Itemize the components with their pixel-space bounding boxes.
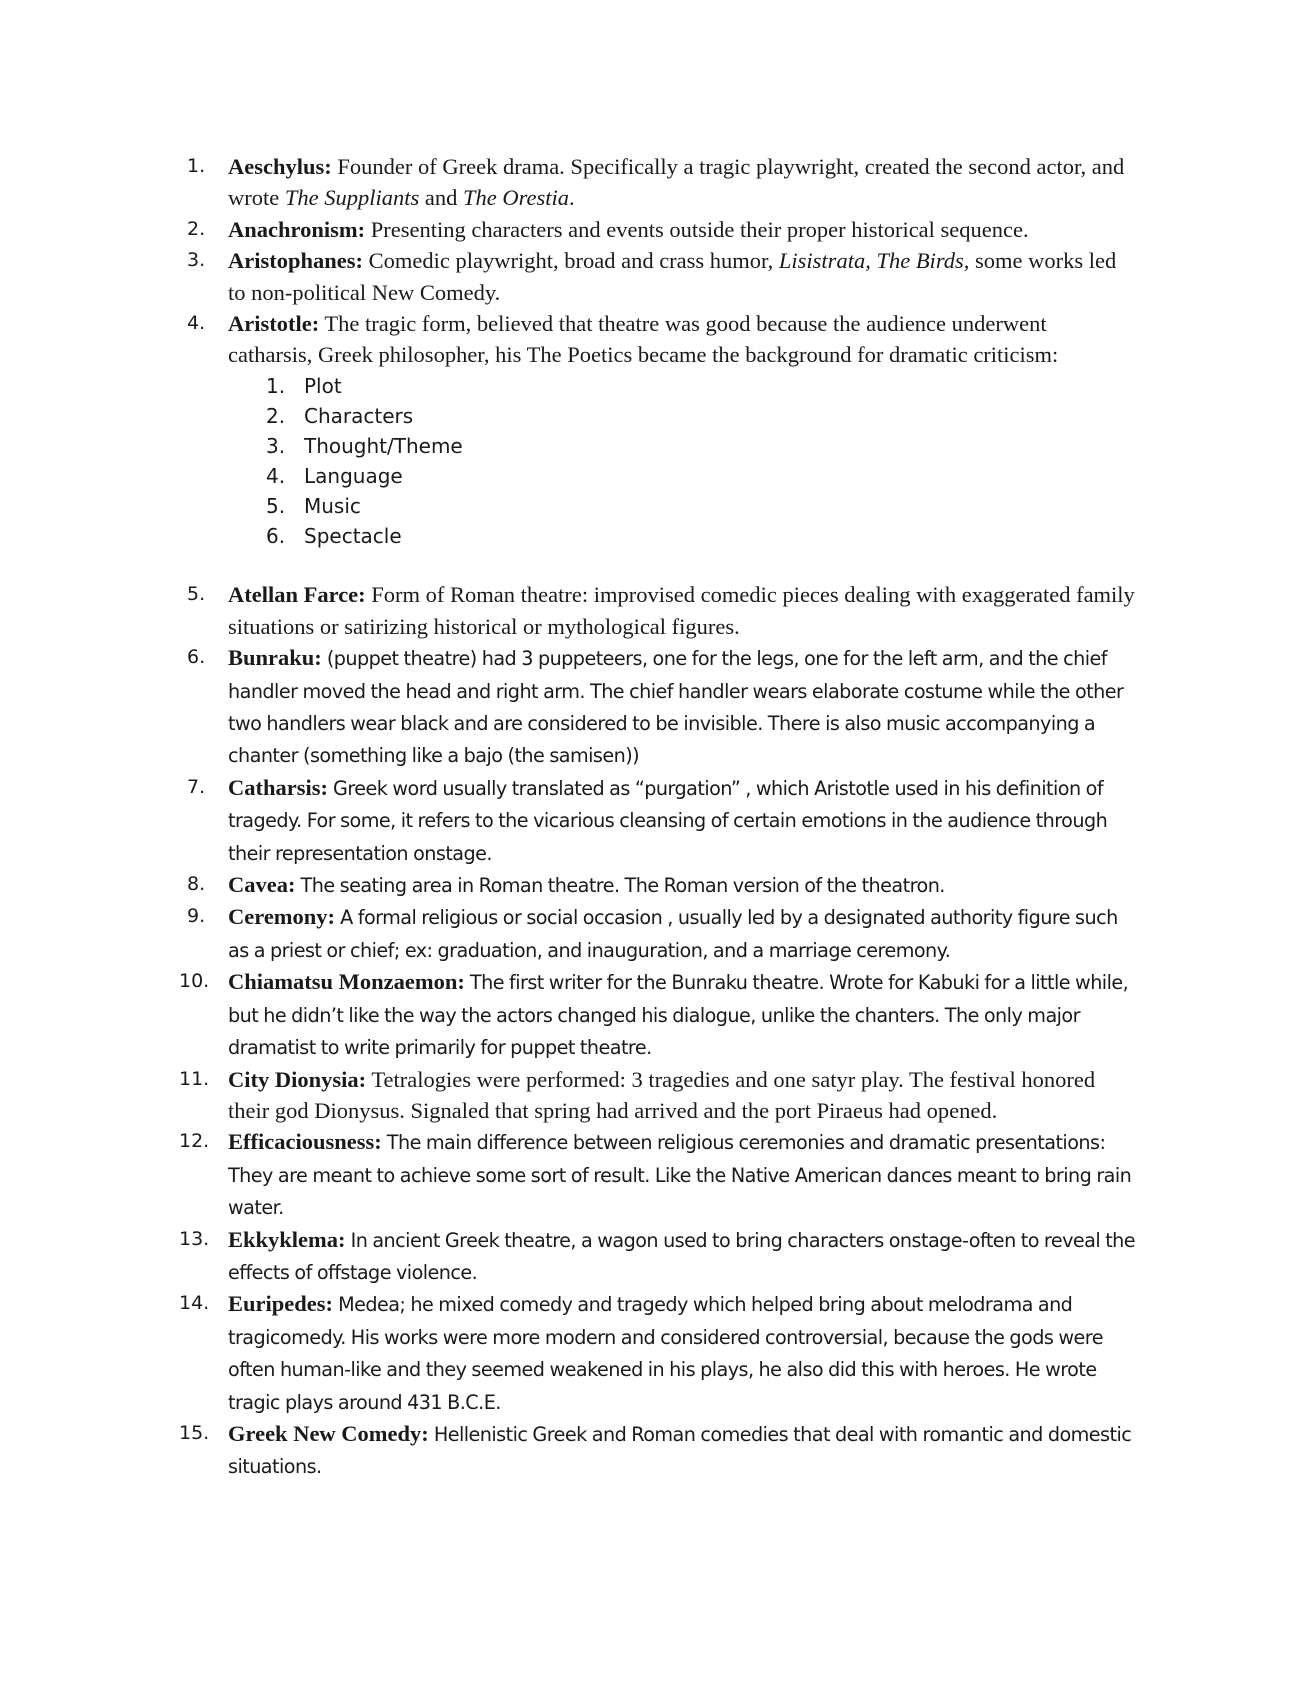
poetics-element-language <box>0 461 1306 491</box>
entry-definition: Presenting characters and events outside their proper historical sequence. <box>365 216 1029 242</box>
poetics-element-spectacle <box>0 521 1306 551</box>
glossary-entry-atellan-farce <box>0 579 1306 642</box>
entry-term: City Dionysia: <box>228 1066 367 1092</box>
subitem-number: 2. <box>266 403 286 428</box>
entry-definition: The main difference between religious ceremonies and dramatic presentations: They are meant to achieve some sort of result. Like the Native American dances meant to bring rain water. <box>228 1131 1132 1220</box>
entry-number: 15. <box>179 1421 210 1444</box>
entry-term: Ceremony: <box>228 904 336 930</box>
entry-term: Bunraku: <box>228 645 322 671</box>
definition-text: Founder of Greek drama. Specifically a tragic playwright, created the second actor, and wrote <box>228 154 1125 211</box>
entry-definition: Tetralogies were performed: 3 tragedies and one satyr play. The festival honored their god Dionysus. Signaled that spring had arrived and the port Piraeus had opened. <box>228 1066 1096 1123</box>
entry-number: 9. <box>187 905 206 928</box>
entry-number: 7. <box>187 775 206 798</box>
entry-number: 10. <box>179 970 210 993</box>
subitem-label: Characters <box>304 403 414 428</box>
subitem-number: 5. <box>266 494 286 519</box>
entry-term: Atellan Farce: <box>228 582 366 608</box>
entry-definition: The tragic form, believed that theatre was good because the audience underwent catharsis, Greek philosopher, his The Poetics became the background for dramatic criticism: <box>228 311 1059 368</box>
poetics-element-music <box>0 491 1306 521</box>
spacer <box>0 551 1306 579</box>
work-title: Lisistrata, The Birds, <box>778 248 970 274</box>
entry-term: Chiamatsu Monzaemon: <box>228 969 465 995</box>
poetics-element-theme <box>0 431 1306 461</box>
entry-number: 6. <box>187 646 206 669</box>
subitem-label: Plot <box>304 373 342 398</box>
subitem-label: Music <box>304 494 361 519</box>
entry-term: Aeschylus: <box>228 154 332 179</box>
entry-number: 5. <box>187 583 206 606</box>
poetics-elements-list <box>0 371 1306 552</box>
poetics-element-characters <box>0 401 1306 431</box>
entry-definition: The first writer for the Bunraku theatre. Wrote for Kabuki for a little while, but he didn’t like the way the actors changed his dialogue, unlike the chanters. The only major dramatist to write primarily for puppet theatre. <box>228 971 1129 1060</box>
entry-definition: The seating area in Roman theatre. The Roman version of the theatron. <box>295 874 945 898</box>
entry-term: Anachronism: <box>228 216 366 242</box>
entry-term: Aristophanes: <box>228 248 364 274</box>
subitem-label: Spectacle <box>304 524 402 549</box>
entry-number: 4. <box>187 312 206 335</box>
entry-term: Cavea: <box>228 872 296 898</box>
glossary-entry-euripedes <box>0 1288 1306 1418</box>
entry-definition: Medea; he mixed comedy and tragedy which helped bring about melodrama and tragicomedy. His works were more modern and considered controversial, because the gods were often human-like and they seemed weakened in his plays, he also did this with heroes. He wrote tragic plays around 431 B.C.E. <box>228 1293 1103 1414</box>
glossary-entry-aristotle <box>0 308 1306 371</box>
work-title: The Suppliants <box>284 185 420 211</box>
definition-text: some works led to non-political New Comedy. <box>228 248 1117 305</box>
poetics-element-plot <box>0 371 1306 401</box>
poetics-elements <box>0 371 1306 552</box>
work-title: The Orestia <box>463 185 570 211</box>
entry-definition <box>228 154 1124 210</box>
entry-term: Catharsis: <box>228 774 328 800</box>
glossary-entry-efficaciousness <box>0 1126 1306 1223</box>
entry-definition: (puppet theatre) had 3 puppeteers, one for the legs, one for the left arm, and the chief handler moved the head and right arm. The chief handler wears elaborate costume while the other two handlers wear black and are considered to be invisible. There is also music accompanying a chanter (something like a bajo (the samisen)) <box>228 647 1124 768</box>
subitem-number: 1. <box>266 373 286 398</box>
entry-term: Ekkyklema: <box>228 1226 346 1252</box>
glossary-entry-aristophanes <box>0 245 1306 308</box>
entry-number: 1. <box>187 155 206 177</box>
entry-number: 11. <box>179 1067 210 1090</box>
entry-number: 3. <box>187 249 206 272</box>
definition-text: . <box>569 185 575 211</box>
glossary-list <box>0 151 1306 1483</box>
entry-number: 14. <box>179 1292 210 1315</box>
entry-number: 12. <box>179 1130 210 1153</box>
entry-definition: Greek word usually translated as “purgation” , which Aristotle used in his definition of tragedy. For some, it refers to the vicarious cleansing of certain emotions in the audience through their representation onstage. <box>228 776 1108 865</box>
glossary-entry-greek-new-comedy <box>0 1418 1306 1483</box>
glossary-entry-cavea <box>0 869 1306 901</box>
glossary-entry-ekkyklema <box>0 1224 1306 1289</box>
entry-number: 13. <box>179 1227 210 1250</box>
definition-text: and <box>419 185 463 211</box>
entry-number: 8. <box>187 873 206 896</box>
glossary-entry-city-dionysia <box>0 1064 1306 1127</box>
glossary-entry-bunraku <box>0 642 1306 772</box>
entry-term: Greek New Comedy: <box>228 1420 429 1446</box>
glossary-entry-catharsis <box>0 772 1306 869</box>
entry-definition: Hellenistic Greek and Roman comedies that deal with romantic and domestic situations. <box>228 1422 1132 1479</box>
entry-number: 2. <box>187 217 206 240</box>
entry-definition: A formal religious or social occasion , usually led by a designated authority figure such as a priest or chief; ex: graduation, and inauguration, and a marriage ceremony. <box>228 906 1118 962</box>
subitem-number: 3. <box>266 434 286 459</box>
subitem-number: 4. <box>266 464 286 489</box>
entry-definition: Form of Roman theatre: improvised comedic pieces dealing with exaggerated family situations or satirizing historical or mythological figures. <box>228 582 1135 639</box>
entry-term: Aristotle: <box>228 311 320 337</box>
definition-text: Comedic playwright, broad and crass humor, <box>363 248 779 274</box>
subitem-label: Language <box>304 464 403 489</box>
entry-term: Efficaciousness: <box>228 1129 382 1155</box>
subitem-number: 6. <box>266 524 286 549</box>
subitem-label: Thought/Theme <box>304 434 463 459</box>
entry-definition: In ancient Greek theatre, a wagon used to bring characters onstage-often to reveal the effects of offstage violence. <box>228 1228 1136 1284</box>
glossary-entry-anachronism <box>0 214 1306 245</box>
glossary-entry-aeschylus <box>0 151 1306 214</box>
entry-term: Euripedes: <box>228 1291 334 1317</box>
glossary-entry-ceremony <box>0 901 1306 966</box>
glossary-entry-chiamatsu-monzaemon <box>0 966 1306 1063</box>
